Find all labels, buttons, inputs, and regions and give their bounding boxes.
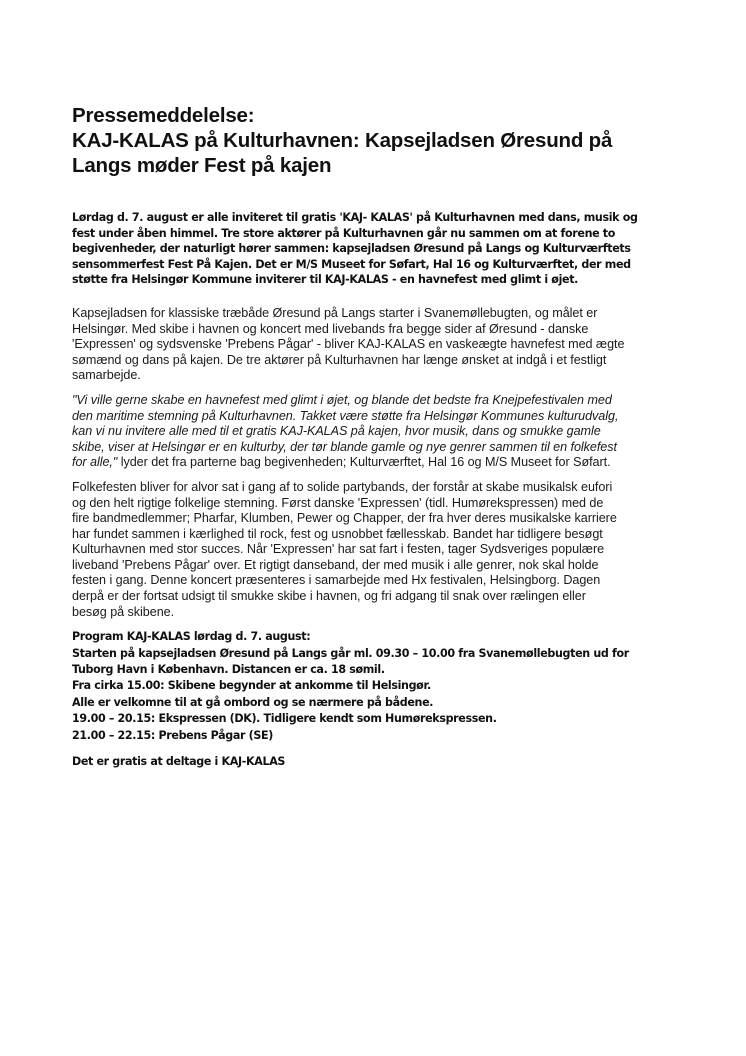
lead-paragraph [72, 210, 684, 288]
press-release-page [72, 103, 684, 770]
program-item: Tuborg Havn i København. Distancen er ca. 18 sømil. [72, 663, 385, 677]
body-line: samarbejde. [72, 368, 141, 383]
quote-paragraph [72, 393, 684, 471]
quote-line: den maritime stemning på Kulturhavnen. Takket være støtte fra Helsingør Kommunes kulturudvalg, [72, 408, 619, 423]
lead-line: begivenheder, der naturligt hører sammen: kapsejladsen Øresund på Langs og Kulturværftets [72, 242, 631, 256]
program-heading: Program KAJ-KALAS lørdag d. 7. august: [72, 630, 311, 644]
body-line: sømænd og dans på kajen. De tre aktører på Kulturhavnen har længe ønsket at indgå i et festligt [72, 352, 607, 367]
program-item: Starten på kapsejladsen Øresund på Langs går ml. 09.30 – 10.00 fra Svanemøllebugten ud for [72, 646, 629, 660]
quote-attribution: lyder det fra parterne bag begivenheden; Kulturværftet, Hal 16 og M/S Museet for Søfart. [120, 455, 611, 470]
quote-line: kan vi nu invitere alle med til et gratis KAJ-KALAS på kajen, hvor musik, dans og smukke gamle [72, 424, 601, 439]
body-paragraph-intro [72, 306, 684, 384]
body-line: derpå er der fortsat udsigt til smukke skibe i havnen, og fri adgang til snak over rælingen eller [72, 589, 586, 604]
title-line: Pressemeddelelse: [72, 104, 255, 127]
body-line: 'Expressen' og sydsvenske 'Prebens Pågar' - bliver KAJ-KALAS en vaskeægte havnefest med ægte [72, 337, 625, 352]
title-line: Langs møder Fest på kajen [72, 154, 332, 177]
body-paragraph-bands [72, 480, 684, 620]
body-line: Helsingør. Med skibe i havnen og koncert med livebands fra begge sider af Øresund - danske [72, 321, 589, 336]
lead-line: Lørdag d. 7. august er alle inviteret til gratis 'KAJ- KALAS' på Kulturhavnen med dans, musik og [72, 211, 638, 224]
body-line: har fundet sammen i kærlighed til rock, fest og usnobbet fællesskab. Bandet har tidligere besøgt [72, 526, 603, 541]
body-line: og den helt rigtige folkelige stemning. Først danske 'Expressen' (tidl. Humørekspressen) med de [72, 495, 604, 510]
program-item: 21.00 – 22.15: Prebens Pågar (SE) [72, 728, 273, 742]
program-item: Fra cirka 15.00: Skibene begynder at ankomme til Helsingør. [72, 679, 431, 693]
body-line: Kulturhavnen med stor succes. Når 'Expressen' har sat fart i festen, tager Sydsveriges populære [72, 542, 605, 557]
quote-line: "Vi ville gerne skabe en havnefest med glimt i øjet, og blande det bedste fra Knejpefestivalen med [72, 392, 612, 407]
body-line: Kapsejladsen for klassiske træbåde Øresund på Langs starter i Svanemøllebugten, og målet er [72, 305, 598, 320]
program-item: Alle er velkomne til at gå ombord og se nærmere på bådene. [72, 695, 434, 709]
quote-attribution-line [72, 455, 684, 471]
body-line: Folkefesten bliver for alvor sat i gang af to solide partybands, der forstår at skabe musikalsk eufori [72, 479, 613, 494]
quote-end: for alle," [72, 455, 121, 470]
body-line: liveband 'Prebens Pågar' over. Et rigtigt danseband, der med musik i alle genrer, nok skal holde [72, 557, 599, 572]
program-section [72, 629, 684, 744]
title-line: KAJ-KALAS på Kulturhavnen: Kapsejladsen Øresund på [72, 129, 613, 152]
body-line: fire bandmedlemmer; Pharfar, Klumben, Pewer og Chapper, der fra hver deres musikalske karriere [72, 511, 617, 526]
closing-note: Det er gratis at deltage i KAJ-KALAS [72, 755, 286, 769]
lead-line: fest under åben himmel. Tre store aktører på Kulturhavnen går nu sammen om at forene to [72, 226, 616, 240]
body-line: besøg på skibene. [72, 604, 175, 619]
program-item: 19.00 – 20.15: Ekspressen (DK). Tidligere kendt som Humørekspressen. [72, 712, 497, 726]
body-line: festen i gang. Denne koncert præsenteres i samarbejde med Hx festivalen, Helsingborg. Dagen [72, 573, 601, 588]
press-release-title [72, 103, 684, 178]
lead-line: sensommerfest Fest På Kajen. Det er M/S Museet for Søfart, Hal 16 og Kulturværftet, der med [72, 257, 631, 271]
lead-line: støtte fra Helsingør Kommune inviterer til KAJ-KALAS - en havnefest med glimt i øjet. [72, 273, 579, 287]
quote-line: skibe, viser at Helsingør er en kulturby, der tør blande gamle og nye genrer sammen til en folkefest [72, 439, 617, 454]
